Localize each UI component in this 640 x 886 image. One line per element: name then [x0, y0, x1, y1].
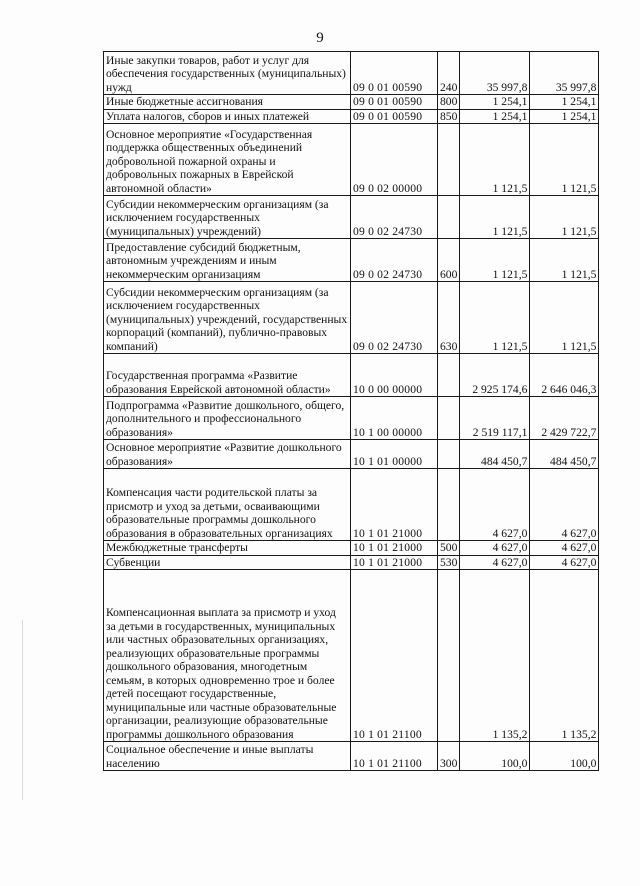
row-value-2-cell: 1 121,5	[530, 239, 599, 282]
row-code-cell: 09 0 01 00590	[351, 52, 438, 95]
row-value-2-cell: 4 627,0	[530, 469, 599, 541]
row-name: Субсидии некоммерческим организациям (за исключением государственных (муниципальных) учреждений, государственных корпораций (компаний), публично-правовых компаний)	[106, 285, 348, 353]
row-value-1-cell: 1 121,5	[460, 196, 530, 239]
row-value-2-cell: 2 646 046,3	[530, 354, 599, 397]
row-name: Иные закупки товаров, работ и услуг для обеспечения государственных (муниципальных) нужд	[106, 53, 346, 94]
row-value-1-cell: 1 121,5	[460, 282, 530, 354]
table-row	[104, 354, 599, 397]
table-row	[104, 52, 599, 95]
row-value-1-cell: 35 997,8	[460, 52, 530, 95]
budget-table	[103, 51, 599, 771]
row-value-1-cell: 2 925 174,6	[460, 354, 530, 397]
row-value-2-cell: 100,0	[530, 742, 599, 771]
row-name-cell	[104, 124, 351, 196]
row-name: Субсидии некоммерческим организациям (за исключением государственных (муниципальных) учреждений)	[106, 197, 329, 238]
row-vr-cell	[438, 397, 460, 440]
scan-margin-line	[22, 620, 23, 800]
row-value-2-cell: 2 429 722,7	[530, 397, 599, 440]
row-name-cell	[104, 397, 351, 440]
row-value-2-cell: 4 627,0	[530, 541, 599, 556]
row-name-cell	[104, 239, 351, 282]
row-name: Субвенции	[106, 555, 161, 569]
row-code-cell: 10 1 01 21000	[351, 469, 438, 541]
row-code-cell: 10 1 00 00000	[351, 397, 438, 440]
row-value-1-cell: 1 254,1	[460, 95, 530, 110]
row-code-cell: 10 1 01 21100	[351, 742, 438, 771]
row-name-cell	[104, 354, 351, 397]
row-vr-cell: 800	[438, 95, 460, 110]
row-name: Подпрограмма «Развитие дошкольного, общего, дополнительного и профессионального образования»	[106, 398, 345, 439]
table-row	[104, 397, 599, 440]
row-value-1-cell: 1 254,1	[460, 109, 530, 124]
row-name: Социальное обеспечение и иные выплаты населению	[106, 743, 314, 770]
row-name-cell	[104, 570, 351, 742]
row-vr-cell: 850	[438, 109, 460, 124]
row-value-2-cell: 1 135,2	[530, 570, 599, 742]
table-row	[104, 109, 599, 124]
table-row	[104, 555, 599, 570]
row-vr-cell: 240	[438, 52, 460, 95]
table-row	[104, 541, 599, 556]
table-row	[104, 282, 599, 354]
row-name-cell	[104, 555, 351, 570]
row-name-cell	[104, 196, 351, 239]
row-code-cell: 09 0 01 00590	[351, 109, 438, 124]
row-value-2-cell: 1 121,5	[530, 282, 599, 354]
row-name-cell	[104, 541, 351, 556]
table-row	[104, 469, 599, 541]
row-value-2-cell: 1 254,1	[530, 95, 599, 110]
row-value-2-cell: 1 121,5	[530, 196, 599, 239]
table-row	[104, 742, 599, 771]
row-value-1-cell: 1 121,5	[460, 124, 530, 196]
row-vr-cell: 500	[438, 541, 460, 556]
row-code-cell: 10 1 01 21100	[351, 570, 438, 742]
row-value-1-cell: 1 121,5	[460, 239, 530, 282]
row-code-cell: 10 1 01 21000	[351, 541, 438, 556]
row-vr-cell	[438, 469, 460, 541]
row-code-cell: 09 0 02 24730	[351, 196, 438, 239]
row-value-1-cell: 100,0	[460, 742, 530, 771]
row-name-cell	[104, 282, 351, 354]
row-name: Основное мероприятие «Развитие дошкольного образования»	[106, 441, 342, 468]
row-value-2-cell: 1 254,1	[530, 109, 599, 124]
row-value-1-cell: 2 519 117,1	[460, 397, 530, 440]
row-value-1-cell: 1 135,2	[460, 570, 530, 742]
budget-table-body	[104, 52, 599, 771]
row-code-cell: 10 1 01 00000	[351, 440, 438, 469]
row-code-cell: 09 0 02 24730	[351, 282, 438, 354]
row-name: Межбюджетные трансферты	[106, 541, 248, 554]
row-name: Иные бюджетные ассигнования	[106, 95, 263, 108]
row-code-cell: 09 0 01 00590	[351, 95, 438, 110]
row-value-1-cell: 4 627,0	[460, 469, 530, 541]
table-row	[104, 440, 599, 469]
row-vr-cell	[438, 440, 460, 469]
row-vr-cell	[438, 124, 460, 196]
row-name: Основное мероприятие «Государственная поддержка общественных объединений добровольной пожарной охраны и добровольных пожарных в Еврейской автономной области»	[106, 127, 313, 195]
row-name-cell	[104, 95, 351, 110]
row-value-2-cell: 4 627,0	[530, 555, 599, 570]
table-row	[104, 570, 599, 742]
row-name: Предоставление субсидий бюджетным, автономным учреждениям и иным некоммерческим организациям	[106, 240, 301, 281]
row-name-cell	[104, 469, 351, 541]
table-row	[104, 124, 599, 196]
table-row	[104, 95, 599, 110]
row-value-1-cell: 4 627,0	[460, 555, 530, 570]
row-name-cell	[104, 440, 351, 469]
row-vr-cell: 300	[438, 742, 460, 771]
row-value-1-cell: 484 450,7	[460, 440, 530, 469]
row-name-cell	[104, 742, 351, 771]
row-vr-cell: 630	[438, 282, 460, 354]
page-number: 9	[316, 30, 324, 46]
table-row	[104, 196, 599, 239]
row-vr-cell	[438, 196, 460, 239]
row-value-2-cell: 35 997,8	[530, 52, 599, 95]
row-name: Государственная программа «Развитие образования Еврейской автономной области»	[106, 369, 331, 396]
row-vr-cell: 530	[438, 555, 460, 570]
row-code-cell: 09 0 02 24730	[351, 239, 438, 282]
row-vr-cell: 600	[438, 239, 460, 282]
row-vr-cell	[438, 570, 460, 742]
row-code-cell: 10 1 01 21000	[351, 555, 438, 570]
row-value-2-cell: 1 121,5	[530, 124, 599, 196]
row-code-cell: 10 0 00 00000	[351, 354, 438, 397]
row-name: Компенсационная выплата за присмотр и уход за детьми в государственных, муниципальных или частных образовательных организациях, реализующих образовательные программы дошкольного образования, многодетным семьям, в которых одновременно трое и более детей посещают государственные, муниципальные или частные образовательные организации, реализующие образовательные программы дошкольного образования	[106, 606, 337, 741]
row-code-cell: 09 0 02 00000	[351, 124, 438, 196]
row-value-2-cell: 484 450,7	[530, 440, 599, 469]
row-vr-cell	[438, 354, 460, 397]
table-row	[104, 239, 599, 282]
row-name-cell	[104, 52, 351, 95]
row-name: Компенсация части родительской платы за присмотр и уход за детьми, осваивающими образовательные программы дошкольного образования в образовательных организациях	[106, 486, 333, 540]
row-name: Уплата налогов, сборов и иных платежей	[106, 109, 310, 123]
row-name-cell	[104, 109, 351, 124]
row-value-1-cell: 4 627,0	[460, 541, 530, 556]
